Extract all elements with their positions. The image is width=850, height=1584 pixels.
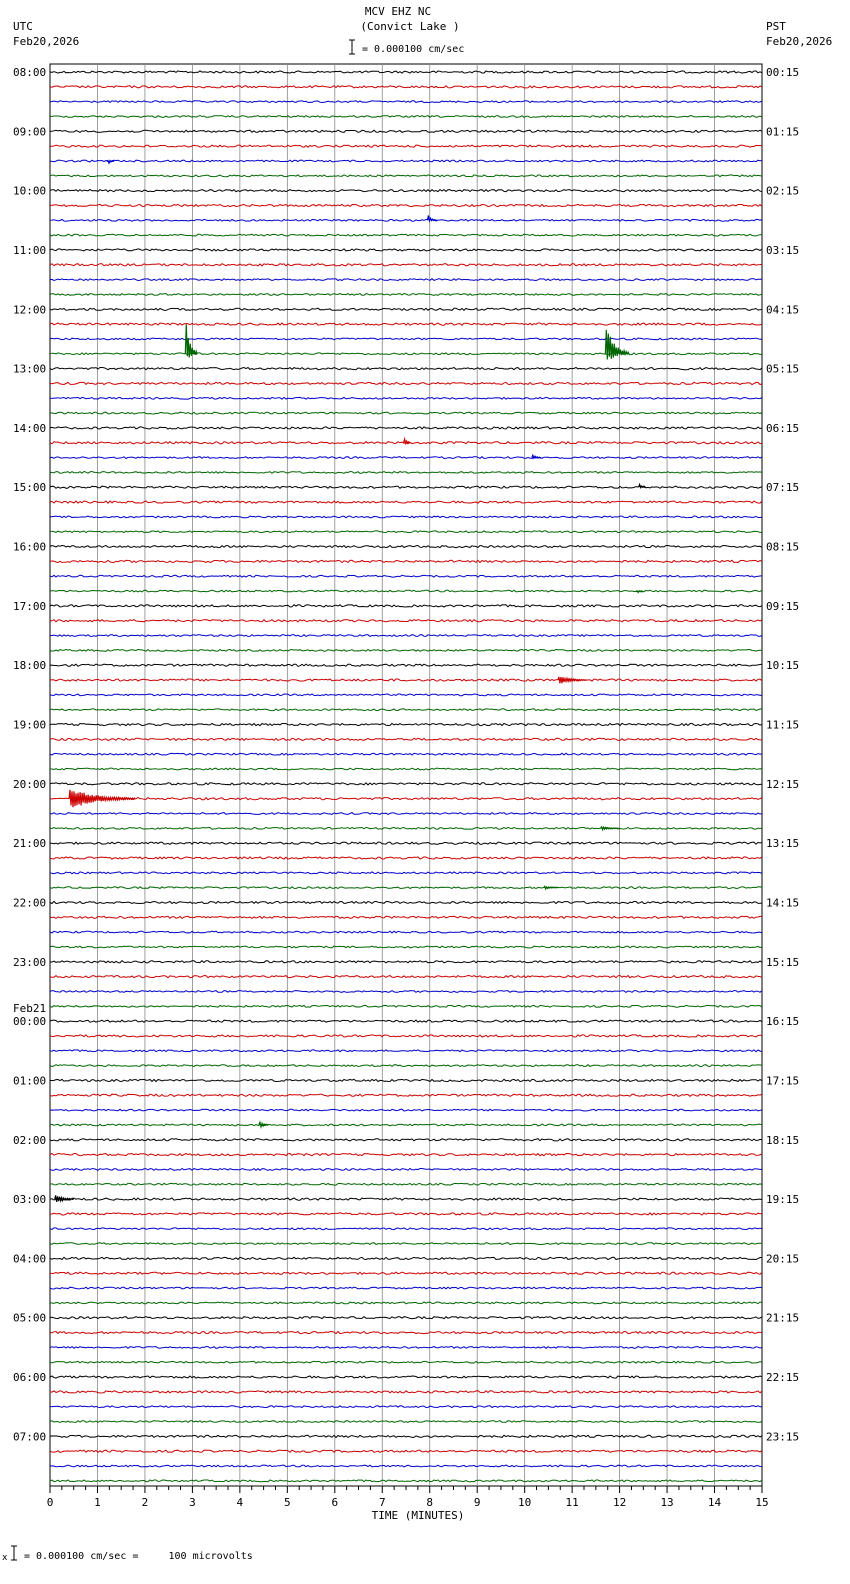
trace-43	[50, 709, 762, 711]
trace-60	[50, 961, 762, 963]
trace-93	[50, 1450, 762, 1452]
trace-42	[50, 694, 762, 696]
date-change-label: Feb21	[13, 1002, 47, 1015]
trace-44	[50, 723, 762, 725]
left-timezone: UTC	[13, 20, 33, 33]
pst-hour-label: 04:15	[766, 303, 800, 317]
footer-scale-bar-icon	[11, 1546, 17, 1560]
trace-49	[50, 798, 762, 800]
event-mark-2	[185, 325, 197, 358]
trace-63	[50, 1005, 762, 1007]
trace-41	[50, 679, 762, 681]
trace-31	[50, 531, 762, 533]
pst-hour-label: 18:15	[766, 1133, 800, 1147]
trace-5	[50, 145, 762, 147]
utc-hour-label: 01:00	[13, 1074, 47, 1088]
trace-19	[50, 353, 762, 355]
trace-67	[50, 1065, 762, 1067]
scale-label: = 0.000100 cm/sec	[362, 44, 465, 55]
utc-hour-label: 09:00	[13, 125, 47, 139]
pst-hour-label: 02:15	[766, 184, 800, 198]
pst-hour-label: 00:15	[766, 66, 800, 79]
utc-hour-label: 08:00	[13, 66, 47, 79]
trace-94	[50, 1465, 762, 1467]
trace-80	[50, 1257, 762, 1259]
trace-57	[50, 916, 762, 918]
trace-83	[50, 1302, 762, 1304]
trace-89	[50, 1391, 762, 1393]
pst-hour-label: 03:15	[766, 244, 800, 257]
x-tick-label: 9	[473, 1496, 481, 1509]
trace-14	[50, 279, 762, 281]
trace-15	[50, 294, 762, 296]
x-tick-label: 10	[518, 1496, 532, 1509]
utc-hour-label: 17:00	[13, 599, 47, 613]
trace-lines	[50, 71, 762, 1482]
trace-12	[50, 249, 762, 251]
trace-46	[50, 753, 762, 755]
trace-9	[50, 204, 762, 206]
trace-81	[50, 1272, 762, 1274]
utc-hour-label: 00:00	[13, 1015, 47, 1029]
utc-hour-label: 19:00	[13, 718, 47, 732]
event-mark-0	[107, 161, 114, 164]
trace-58	[50, 931, 762, 933]
x-tick-label: 3	[189, 1496, 196, 1509]
utc-hour-label: 18:00	[13, 659, 47, 673]
trace-23	[50, 412, 762, 414]
right-date: Feb20,2026	[766, 35, 833, 48]
trace-39	[50, 650, 762, 652]
station-subtitle: (Convict Lake )	[360, 20, 460, 33]
trace-1	[50, 86, 762, 88]
pst-hour-label: 19:15	[766, 1193, 800, 1207]
utc-hour-label: 15:00	[13, 481, 47, 495]
utc-hour-label: 14:00	[13, 421, 47, 435]
pst-hour-label: 20:15	[766, 1252, 800, 1266]
pst-hour-label: 08:15	[766, 540, 800, 554]
x-tick-label: 7	[378, 1496, 386, 1509]
utc-hour-label: 07:00	[13, 1430, 47, 1444]
event-mark-9	[69, 790, 135, 807]
event-mark-12	[259, 1122, 268, 1127]
trace-88	[50, 1376, 762, 1378]
station-title: MCV EHZ NC	[364, 5, 432, 18]
utc-hour-label: 05:00	[13, 1311, 47, 1325]
pst-hour-label: 14:15	[766, 896, 800, 910]
x-tick-label: 5	[284, 1496, 291, 1509]
trace-53	[50, 857, 762, 859]
trace-26	[50, 457, 762, 459]
footer-scale-label: = 0.000100 cm/sec = 100 microvolts	[24, 1551, 253, 1562]
event-mark-5	[532, 455, 542, 458]
pst-hour-label: 16:15	[766, 1015, 800, 1029]
event-mark-10	[601, 827, 620, 830]
pst-hour-label: 17:15	[766, 1074, 800, 1088]
event-mark-13	[55, 1195, 74, 1202]
pst-hour-label: 21:15	[766, 1311, 800, 1325]
trace-27	[50, 472, 762, 474]
trace-10	[50, 219, 762, 221]
trace-20	[50, 368, 762, 370]
x-axis-title: TIME (MINUTES)	[371, 1509, 465, 1522]
utc-hour-label: 06:00	[13, 1371, 47, 1384]
utc-hour-label: 03:00	[13, 1193, 47, 1207]
utc-hour-label: 23:00	[13, 955, 47, 969]
event-marks	[55, 161, 646, 1202]
trace-7	[50, 175, 762, 177]
trace-30	[50, 516, 762, 518]
trace-45	[50, 738, 762, 740]
trace-55	[50, 887, 762, 889]
trace-22	[50, 397, 762, 399]
trace-16	[50, 308, 762, 310]
trace-62	[50, 991, 762, 993]
utc-hour-label: 10:00	[13, 184, 47, 198]
trace-68	[50, 1079, 762, 1081]
trace-0	[50, 71, 762, 73]
trace-59	[50, 946, 762, 948]
trace-64	[50, 1020, 762, 1022]
footer-mark: x	[2, 1553, 8, 1563]
trace-78	[50, 1228, 762, 1230]
trace-4	[50, 130, 762, 132]
pst-hour-label: 12:15	[766, 777, 800, 791]
utc-hour-label: 04:00	[13, 1252, 47, 1266]
utc-hour-label: 21:00	[13, 837, 47, 851]
pst-hour-label: 13:15	[766, 837, 800, 851]
trace-48	[50, 783, 762, 785]
trace-65	[50, 1035, 762, 1037]
utc-hour-label: 22:00	[13, 896, 47, 910]
x-tick-label: 15	[755, 1496, 769, 1509]
event-mark-11	[544, 886, 558, 889]
trace-13	[50, 264, 762, 266]
utc-hour-label: 13:00	[13, 362, 47, 376]
pst-hour-label: 10:15	[766, 659, 800, 673]
x-tick-label: 0	[46, 1496, 54, 1509]
pst-hour-label: 22:15	[766, 1371, 800, 1384]
trace-21	[50, 382, 762, 384]
pst-hour-label: 11:15	[766, 718, 800, 732]
pst-hour-label: 23:15	[766, 1430, 800, 1444]
trace-11	[50, 234, 762, 236]
minute-gridlines	[97, 64, 714, 1486]
event-mark-3	[605, 330, 629, 360]
left-date: Feb20,2026	[13, 35, 80, 48]
x-tick-label: 12	[612, 1496, 627, 1509]
trace-70	[50, 1109, 762, 1111]
trace-54	[50, 872, 762, 874]
trace-38	[50, 635, 762, 637]
x-tick-label: 8	[426, 1496, 434, 1509]
trace-29	[50, 501, 762, 503]
trace-24	[50, 427, 762, 429]
utc-hour-label: 20:00	[13, 777, 47, 791]
trace-76	[50, 1198, 762, 1200]
x-tick-label: 6	[331, 1496, 339, 1509]
utc-hour-label: 16:00	[13, 540, 47, 554]
trace-33	[50, 560, 762, 562]
right-timezone: PST	[766, 20, 786, 33]
trace-51	[50, 827, 762, 829]
utc-hour-label: 11:00	[13, 244, 47, 257]
trace-85	[50, 1332, 762, 1334]
trace-2	[50, 101, 762, 103]
trace-40	[50, 664, 762, 666]
trace-32	[50, 546, 762, 548]
trace-18	[50, 338, 762, 340]
trace-95	[50, 1480, 762, 1482]
utc-hour-labels	[13, 66, 46, 1443]
trace-73	[50, 1154, 762, 1156]
x-tick-label: 13	[660, 1496, 674, 1509]
trace-6	[50, 160, 762, 162]
trace-75	[50, 1183, 762, 1185]
pst-hour-label: 06:15	[766, 421, 800, 435]
utc-hour-label: 12:00	[13, 303, 47, 317]
trace-8	[50, 190, 762, 192]
trace-61	[50, 976, 762, 978]
trace-84	[50, 1317, 762, 1319]
trace-35	[50, 590, 762, 592]
pst-hour-label: 05:15	[766, 362, 800, 376]
pst-hour-label: 01:15	[766, 125, 800, 139]
x-tick-label: 2	[141, 1496, 149, 1509]
pst-hour-labels	[766, 66, 799, 1443]
pst-hour-label: 09:15	[766, 599, 800, 613]
trace-17	[50, 323, 762, 325]
trace-56	[50, 901, 762, 903]
trace-52	[50, 842, 762, 844]
event-mark-1	[427, 216, 437, 221]
trace-77	[50, 1213, 762, 1215]
scale-bar-icon	[349, 40, 355, 54]
trace-36	[50, 605, 762, 607]
pst-hour-label: 15:15	[766, 955, 800, 969]
x-tick-label: 4	[236, 1496, 244, 1509]
trace-3	[50, 116, 762, 118]
trace-28	[50, 486, 762, 488]
trace-47	[50, 768, 762, 770]
trace-87	[50, 1361, 762, 1363]
trace-92	[50, 1435, 762, 1437]
trace-71	[50, 1124, 762, 1126]
x-tick-label: 11	[565, 1496, 579, 1509]
trace-82	[50, 1287, 762, 1289]
trace-74	[50, 1169, 762, 1171]
trace-37	[50, 620, 762, 622]
x-axis	[47, 1486, 769, 1509]
trace-90	[50, 1406, 762, 1408]
utc-hour-label: 02:00	[13, 1133, 47, 1147]
trace-86	[50, 1347, 762, 1349]
trace-66	[50, 1050, 762, 1052]
trace-34	[50, 575, 762, 577]
x-tick-label: 1	[94, 1496, 101, 1509]
trace-72	[50, 1139, 762, 1141]
trace-79	[50, 1243, 762, 1245]
trace-91	[50, 1421, 762, 1423]
trace-69	[50, 1094, 762, 1096]
trace-50	[50, 813, 762, 815]
pst-hour-label: 07:15	[766, 481, 800, 495]
x-tick-label: 14	[707, 1496, 722, 1509]
